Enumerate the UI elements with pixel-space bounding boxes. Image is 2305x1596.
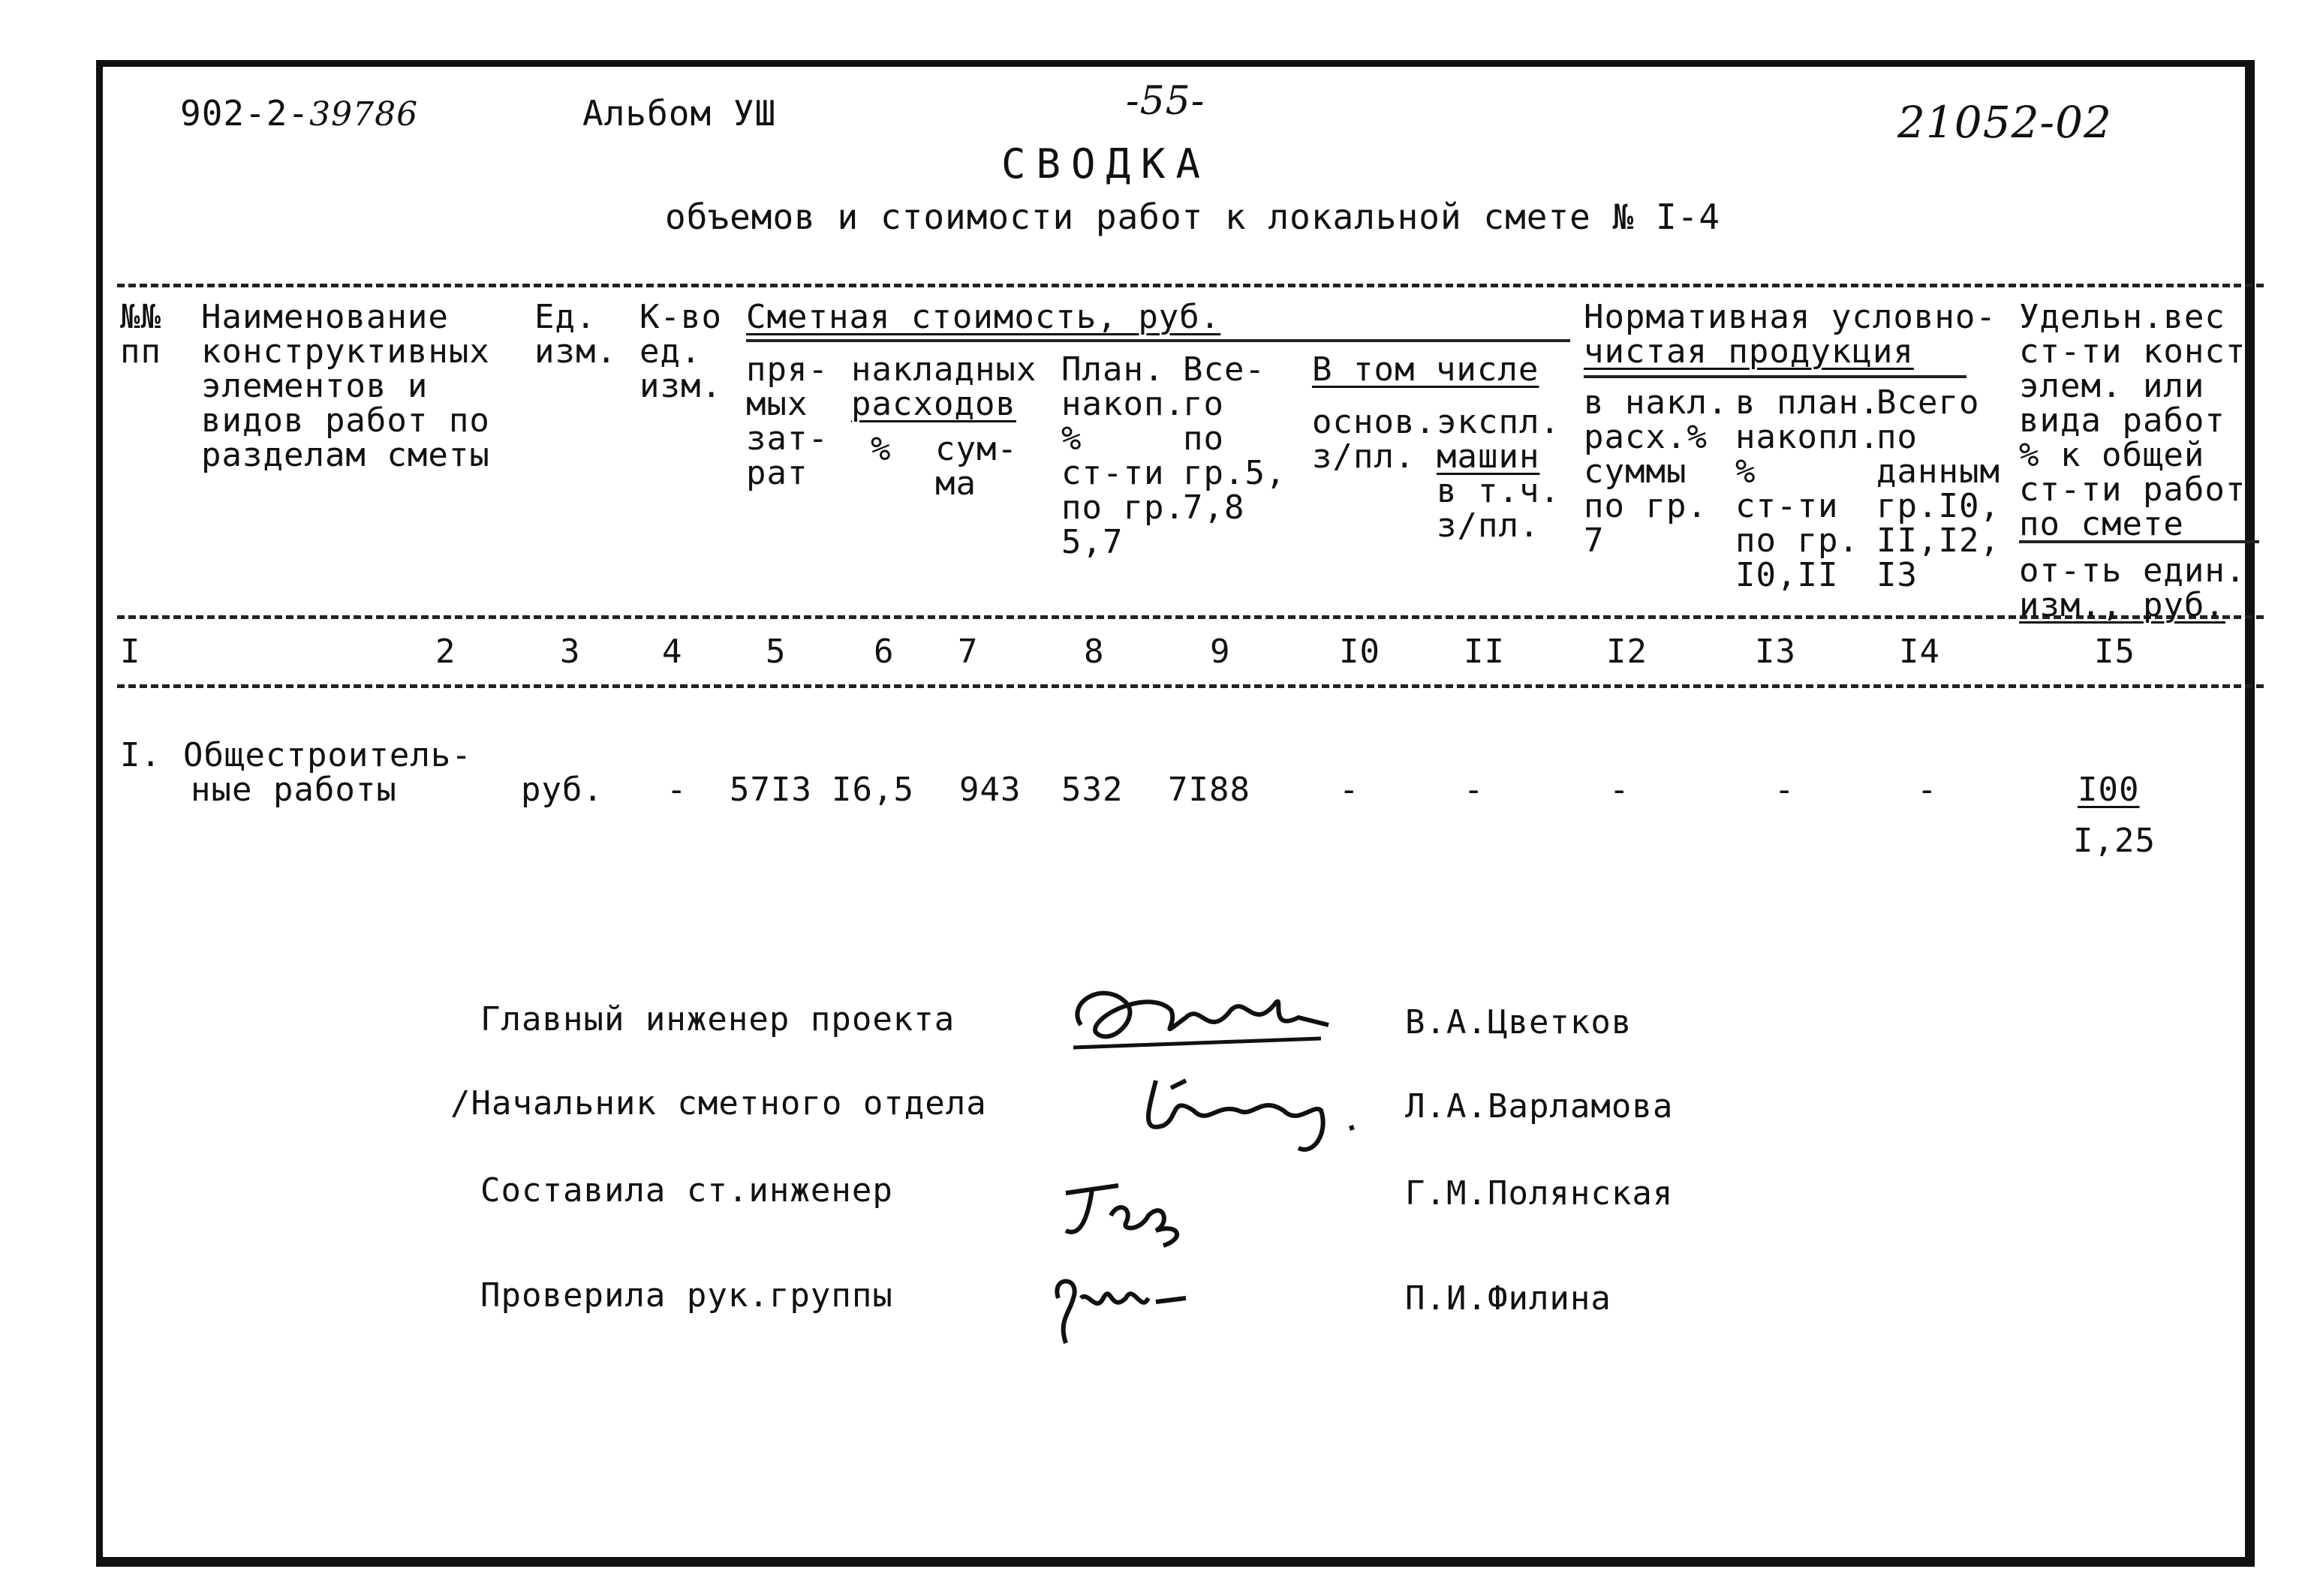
row-name-line1: Общестроитель- xyxy=(183,736,472,774)
sheet-code: 21052-02 xyxy=(1897,97,2112,148)
colnum-4: 4 xyxy=(662,633,683,671)
row-col12: - xyxy=(1609,771,1630,809)
row-overhead-sum: 943 xyxy=(959,771,1022,809)
col13-head: в план. накопл. % ст-ти по гр. I0,II xyxy=(1735,383,1880,594)
signature-role-4: Проверила рук.группы xyxy=(480,1276,893,1315)
colnum-13: I3 xyxy=(1755,633,1796,671)
colnum-9: 9 xyxy=(1210,633,1231,671)
signature-name-1: В.А.Цветков xyxy=(1405,1003,1632,1041)
header-bottom-rule xyxy=(117,615,2264,619)
overhead-group-head-a: накладных xyxy=(851,350,1037,389)
col5-head: пря- мых зат- рат xyxy=(746,350,829,492)
signature-name-2: Л.А.Варламова xyxy=(1405,1087,1674,1126)
overhead-group-head-b: расходов xyxy=(851,385,1016,423)
col11-head: экспл. машин в т.ч. з/пл. xyxy=(1437,403,1560,545)
row-col11: - xyxy=(1464,771,1485,809)
colnum-2: 2 xyxy=(435,633,456,671)
row-plan-savings: 532 xyxy=(1061,771,1124,809)
doc-code: 902-2-39786 xyxy=(180,93,419,134)
row-unit: руб. xyxy=(521,771,603,809)
colnum-1: I xyxy=(120,633,141,671)
col9-head: Все- го по гр.5, 7,8 xyxy=(1183,350,1286,527)
handwritten-signature-3 xyxy=(1051,1171,1216,1253)
row-col14: - xyxy=(1917,771,1938,809)
document-title: СВОДКА xyxy=(1001,140,1211,188)
handwritten-signature-1 xyxy=(1058,972,1344,1062)
col15-head-top: Удельн.вес ст-ти конст элем. или вида работ % к общей ст-ти работ по смете xyxy=(2019,298,2246,543)
row-name-line2: ные работы xyxy=(191,771,397,809)
incl-group-head: В том числе xyxy=(1312,350,1539,389)
row-number: I. xyxy=(120,736,161,774)
row-direct-cost: 57I3 xyxy=(730,771,812,809)
colnum-12: I2 xyxy=(1606,633,1648,671)
table-top-rule xyxy=(117,284,2264,287)
signature-role-1: Главный инженер проекта xyxy=(480,1000,955,1038)
handwritten-signature-2 xyxy=(1126,1066,1366,1163)
row-overhead-pct: I6,5 xyxy=(832,771,914,809)
colnum-6: 6 xyxy=(874,633,895,671)
norm-group-rule xyxy=(1584,375,1966,378)
col15-head-rule xyxy=(2019,540,2259,543)
col3-head: Ед. изм. xyxy=(534,298,617,371)
cost-group-head: Сметная стоимость, руб. xyxy=(746,298,1221,336)
col15-head-bottom: от-ть един. изм., руб. xyxy=(2019,552,2246,624)
norm-group-head-a: Нормативная условно- xyxy=(1584,298,1997,336)
row-qty: - xyxy=(667,771,688,809)
col2-head: Наименование конструктивных элементов и видов работ по разделам сметы xyxy=(201,298,490,474)
row-col13: - xyxy=(1774,771,1795,809)
col10-head: основ. з/пл. xyxy=(1312,403,1436,476)
colnum-5: 5 xyxy=(766,633,787,671)
page-number: -55- xyxy=(1126,79,1205,124)
row-col10: - xyxy=(1339,771,1360,809)
colnum-14: I4 xyxy=(1899,633,1940,671)
colnum-7: 7 xyxy=(958,633,979,671)
handwritten-signature-4 xyxy=(1036,1268,1201,1351)
document-subtitle: объемов и стоимости работ к локальной смете № I-4 xyxy=(665,197,1721,237)
colnum-11: II xyxy=(1464,633,1505,671)
col6-head: % xyxy=(871,430,892,468)
colnum-10: I0 xyxy=(1339,633,1380,671)
row-total: 7I88 xyxy=(1168,771,1250,809)
signature-role-2: /Начальник сметного отдела xyxy=(450,1084,987,1123)
signature-role-3: Составила ст.инженер xyxy=(480,1171,893,1210)
signature-name-3: Г.М.Полянская xyxy=(1405,1174,1674,1213)
colnum-8: 8 xyxy=(1084,633,1105,671)
norm-group-head-b: чистая продукция xyxy=(1584,332,1914,371)
signature-name-4: П.И.Филина xyxy=(1405,1279,1611,1318)
col12-head: в накл. расх.% суммы по гр. 7 xyxy=(1584,383,1729,560)
col1-head: №№ пп xyxy=(120,298,161,371)
col14-head: Всего по данным гр.I0, II,I2, I3 xyxy=(1876,383,2000,594)
row-share-percent: I00 xyxy=(2078,771,2140,809)
row-unit-cost: I,25 xyxy=(2073,822,2156,860)
colnum-3: 3 xyxy=(560,633,581,671)
col4-head: К-во ед. изм. xyxy=(639,298,722,405)
col8-head: План. накоп. % ст-ти по гр. 5,7 xyxy=(1061,350,1185,561)
colnum-15: I5 xyxy=(2094,633,2135,671)
col7-head: сум- ма xyxy=(935,430,1018,503)
column-number-rule xyxy=(117,684,2264,688)
cost-group-rule xyxy=(746,339,1570,342)
album-label: Альбом УШ xyxy=(582,93,777,134)
